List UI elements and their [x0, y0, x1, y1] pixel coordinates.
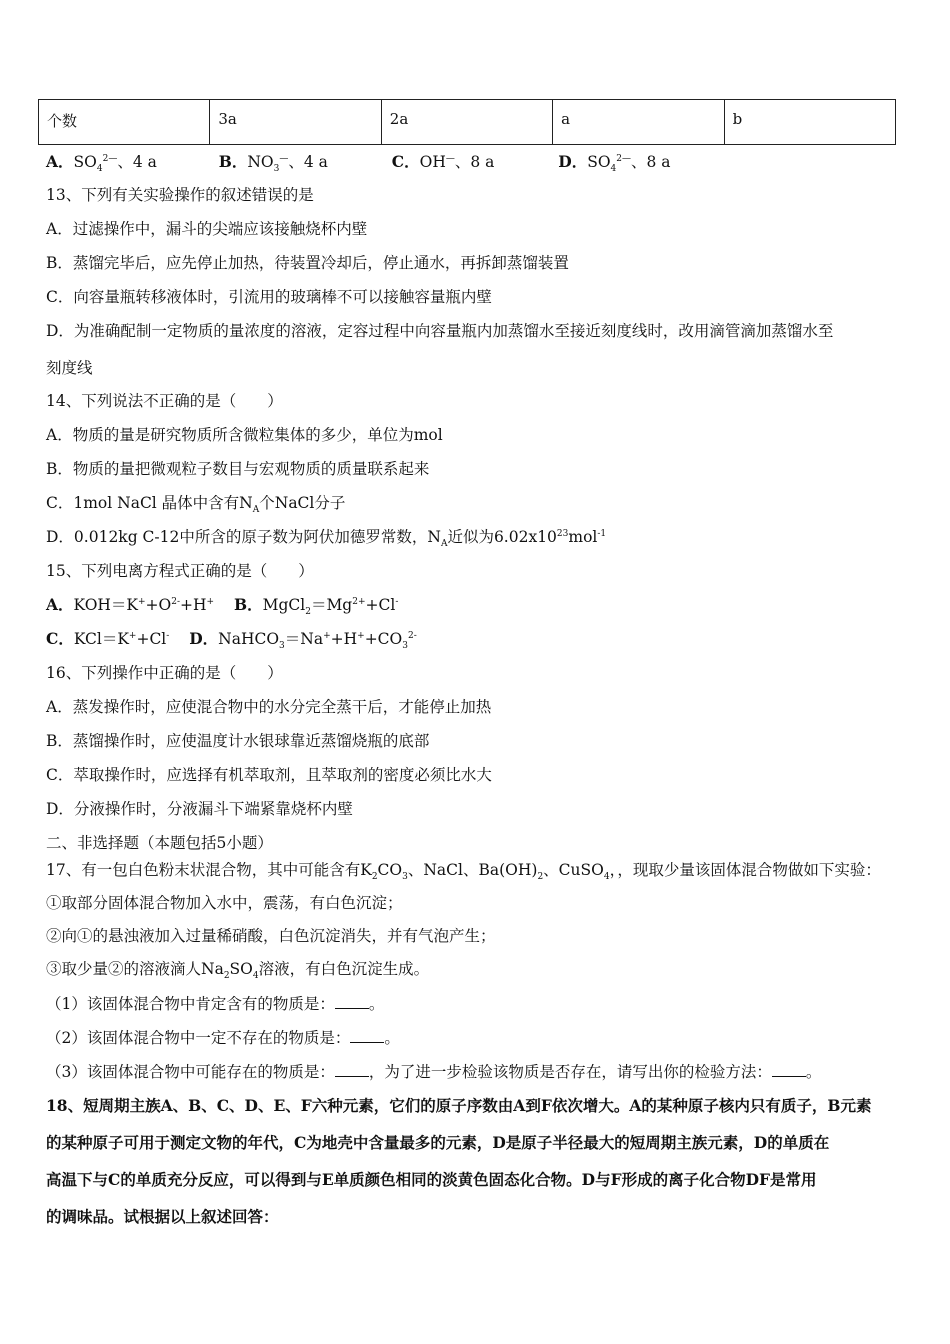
- text: +Cl: [136, 630, 167, 648]
- q16-option-c: C．萃取操作时，应选择有机萃取剂，且萃取剂的密度必须比水大: [46, 766, 492, 784]
- q14-option-b: B．物质的量把微观粒子数目与宏观物质的质量联系起来: [46, 460, 430, 478]
- option-text: 、8 a: [454, 153, 495, 171]
- superscript: —: [445, 153, 455, 164]
- q16-stem: 16、下列操作中正确的是（ ）: [46, 664, 283, 682]
- subscript: 3: [402, 641, 408, 652]
- q14-option-d: [46, 527, 607, 550]
- text: ，，现取少量该固体混合物做如下实验：: [609, 861, 881, 879]
- option-label: A．: [46, 595, 74, 614]
- superscript: 2-: [171, 596, 181, 607]
- option-label: B．: [218, 152, 248, 171]
- ion-count-table: [38, 99, 896, 145]
- q17-part-2: [46, 1028, 400, 1048]
- q14-option-c: [46, 493, 346, 516]
- text: +CO: [364, 630, 403, 648]
- text: 、NaCl、Ba(OH): [407, 861, 538, 879]
- subscript: 2: [371, 872, 378, 883]
- subscript: 2: [223, 971, 230, 982]
- q17-step-3: [46, 959, 430, 982]
- superscript: +: [357, 630, 365, 641]
- superscript: -: [166, 630, 170, 641]
- option-text: NO: [247, 153, 274, 171]
- q16-option-d: D．分液操作时，分液漏斗下端紧靠烧杯内壁: [46, 800, 353, 818]
- q18-line-4: 的调味品。试根据以上叙述回答：: [46, 1207, 279, 1226]
- subscript: 4: [603, 872, 610, 883]
- section-heading: 二、非选择题（本题包括5小题）: [46, 834, 273, 852]
- q18-line-3: 高温下与C的单质充分反应，可以得到与E单质颜色相同的淡黄色固态化合物。D与F形成的离子化合物DF是常用: [46, 1170, 817, 1189]
- text: mol: [568, 528, 598, 546]
- option-text: SO: [587, 153, 611, 171]
- q13-option-b: B．蒸馏完毕后，应先停止加热，待装置冷却后，停止通水，再拆卸蒸馏装置: [46, 254, 569, 272]
- option-text: SO: [73, 153, 97, 171]
- q16-option-b: B．蒸馏操作时，应使温度计水银球靠近蒸馏烧瓶的底部: [46, 732, 430, 750]
- superscript: +: [128, 630, 137, 641]
- text: KOH＝K: [73, 596, 138, 614]
- q17-step-2: ②向①的悬浊液加入过量稀硝酸，白色沉淀消失，并有气泡产生；: [46, 927, 496, 945]
- option-label: D．: [558, 152, 588, 171]
- q18-line-1: 18、短周期主族A、B、C、D、E、F六种元素，它们的原子序数由A到F依次增大。A的某种原子核内只有质子，B元素: [46, 1096, 872, 1115]
- text: （1）该固体混合物中肯定含有的物质是：: [46, 995, 335, 1013]
- option-label: B．: [233, 595, 263, 614]
- text: 个NaCl分子: [259, 494, 346, 512]
- subscript: 4: [610, 164, 617, 175]
- superscript: 2—: [102, 153, 118, 164]
- subscript: A: [440, 539, 448, 550]
- option-label: C．: [46, 629, 74, 648]
- q17-part-1: [46, 994, 384, 1014]
- text: 。: [384, 1029, 400, 1047]
- option-label: C．: [391, 152, 420, 171]
- subscript: 4: [96, 164, 103, 175]
- q18-line-2: 的某种原子可用于测定文物的年代，C为地壳中含量最多的元素，D是原子半径最大的短周期主族元素，D的单质在: [46, 1133, 830, 1152]
- subscript: 2: [305, 607, 311, 618]
- text: SO: [229, 960, 253, 978]
- q14-stem: 14、下列说法不正确的是（ ）: [46, 392, 283, 410]
- superscript: +: [206, 596, 215, 607]
- q17-step-1: ①取部分固体混合物加入水中，震荡，有白色沉淀；: [46, 894, 403, 912]
- text: 17、有一包白色粉末状混合物，其中可能含有K: [46, 861, 372, 879]
- superscript: 2+: [352, 596, 366, 607]
- q12-options: [46, 152, 671, 175]
- text: ③取少量②的溶液滴人Na: [46, 960, 224, 978]
- text: （3）该固体混合物中可能存在的物质是：: [46, 1063, 335, 1081]
- answer-blank[interactable]: [335, 996, 369, 1009]
- q13-stem: 13、下列有关实验操作的叙述错误的是: [46, 186, 314, 204]
- superscript: +: [138, 596, 146, 607]
- superscript: -: [395, 596, 399, 607]
- q17-part-3: [46, 1062, 821, 1082]
- table-cell: 3a: [210, 100, 381, 145]
- table-cell: 个数: [39, 100, 210, 145]
- text: CO: [377, 861, 403, 879]
- text: MgCl: [262, 596, 306, 614]
- q13-option-d-cont: 刻度线: [46, 359, 93, 377]
- option-text: 、4 a: [288, 153, 328, 171]
- table-row: [39, 100, 896, 145]
- q15-options-cd: [46, 629, 417, 652]
- text: ＝Na: [284, 630, 324, 648]
- superscript: 23: [556, 528, 569, 539]
- answer-blank[interactable]: [335, 1064, 369, 1077]
- q14-option-a: A．物质的量是研究物质所含微粒集体的多少，单位为mol: [46, 426, 443, 444]
- text: +O: [145, 596, 172, 614]
- answer-blank[interactable]: [772, 1064, 806, 1077]
- text: 。: [368, 995, 385, 1013]
- table-cell: 2a: [381, 100, 552, 145]
- q13-option-a: A．过滤操作中，漏斗的尖端应该接触烧杯内壁: [46, 220, 368, 238]
- table-cell: a: [553, 100, 724, 145]
- superscript: 2—: [616, 153, 631, 164]
- text: 溶液，有白色沉淀生成。: [258, 960, 430, 978]
- text: +Cl: [365, 596, 396, 614]
- superscript: —: [279, 153, 289, 164]
- option-label: A．: [46, 152, 74, 171]
- option-text: 、8 a: [631, 153, 671, 171]
- q13-option-d: D．为准确配制一定物质的量浓度的溶液，定容过程中向容量瓶内加蒸馏水至接近刻度线时，改用滴管滴加蒸馏水至: [46, 322, 834, 340]
- text: D．0.012kg C-12中所含的原子数为阿伏加德罗常数，N: [46, 528, 441, 546]
- q16-option-a: A．蒸发操作时，应使混合物中的水分完全蒸干后，才能停止加热: [46, 698, 492, 716]
- table-cell: b: [724, 100, 895, 145]
- text: ＝Mg: [310, 596, 353, 614]
- option-text: 、4 a: [117, 153, 157, 171]
- subscript: 2: [537, 872, 544, 883]
- text: C．1mol NaCl 晶体中含有N: [46, 494, 253, 512]
- text: 、CuSO: [543, 861, 604, 879]
- text: 近似为6.02x10: [447, 528, 557, 546]
- text: KCl＝K: [73, 630, 129, 648]
- option-text: OH: [419, 153, 446, 171]
- superscript: 2-: [407, 630, 417, 641]
- q13-option-c: C．向容量瓶转移液体时，引流用的玻璃棒不可以接触容量瓶内壁: [46, 288, 492, 306]
- subscript: 3: [279, 641, 285, 652]
- text: 。: [805, 1063, 822, 1081]
- superscript: -1: [597, 528, 607, 539]
- option-label: D．: [189, 629, 219, 648]
- text: NaHCO: [218, 630, 280, 648]
- text: ，为了进一步检验该物质是否存在，请写出你的检验方法：: [368, 1063, 772, 1081]
- q17-stem: [46, 860, 881, 883]
- subscript: 3: [273, 164, 280, 175]
- answer-blank[interactable]: [350, 1030, 384, 1043]
- q15-options-ab: [46, 595, 399, 618]
- q15-stem: 15、下列电离方程式正确的是（ ）: [46, 562, 314, 580]
- text: +H: [180, 596, 207, 614]
- subscript: 4: [252, 971, 259, 982]
- text: +H: [330, 630, 358, 648]
- text: （2）该固体混合物中一定不存在的物质是：: [46, 1029, 351, 1047]
- subscript: A: [252, 505, 260, 516]
- subscript: 3: [402, 872, 408, 883]
- superscript: +: [323, 630, 331, 641]
